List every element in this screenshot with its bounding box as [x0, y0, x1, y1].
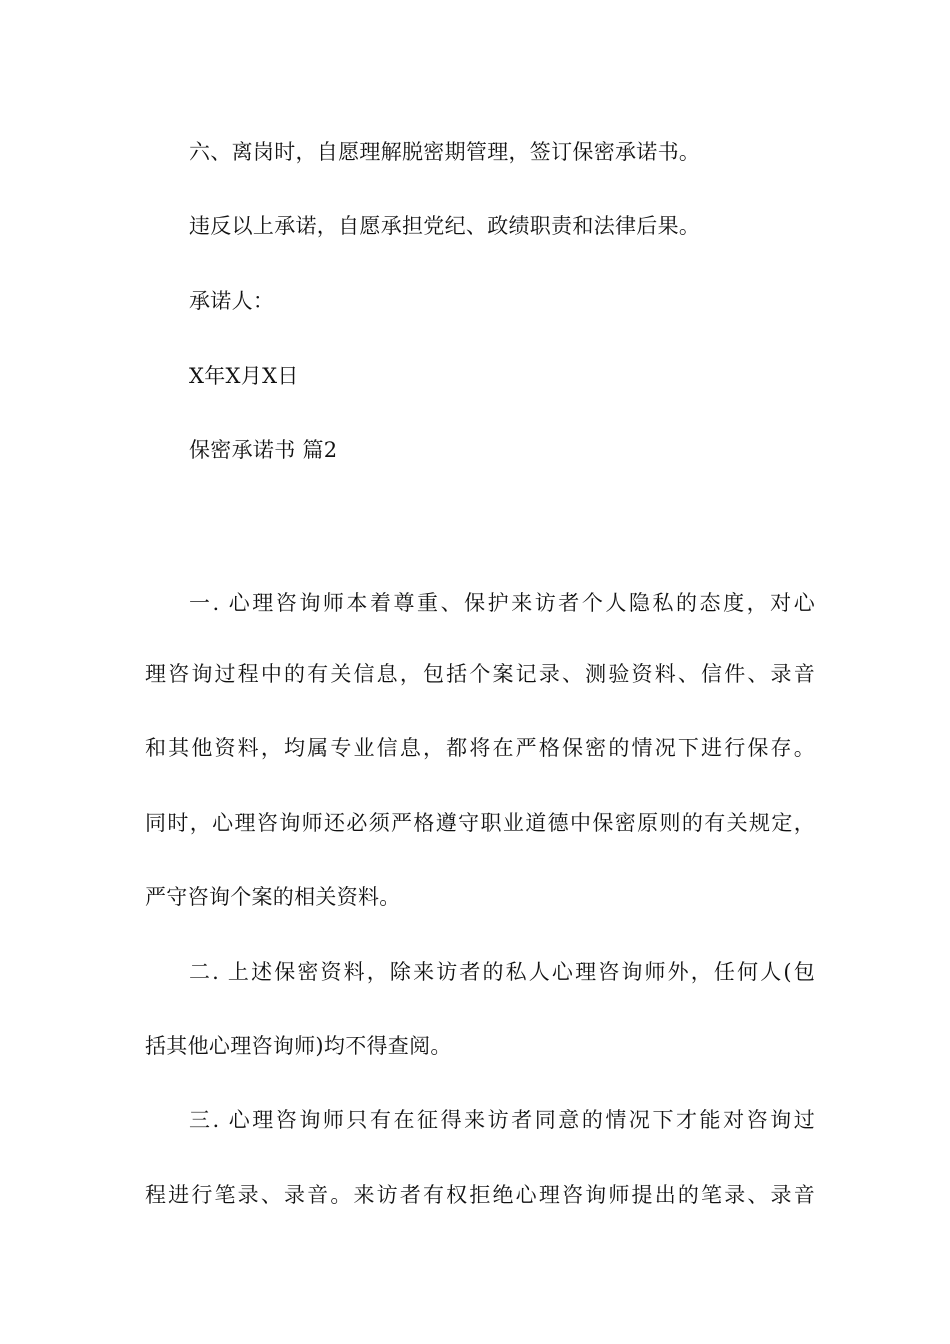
clause-1-line-2: 理咨询过程中的有关信息，包括个案记录、测验资料、信件、录音 — [145, 662, 815, 686]
clause-3-line-2: 程进行笔录、录音。来访者有权拒绝心理咨询师提出的笔录、录音 — [145, 1183, 815, 1207]
paragraph-violation: 违反以上承诺，自愿承担党纪、政绩职责和法律后果。 — [189, 214, 701, 238]
clause-1-line-3: 和其他资料，均属专业信息，都将在严格保密的情况下进行保存。 — [145, 736, 815, 760]
section-heading: 保密承诺书 篇2 — [189, 438, 338, 462]
clause-2-line-2: 括其他心理咨询师)均不得查阅。 — [145, 1034, 452, 1058]
date-line: X年X月X日 — [189, 364, 299, 388]
paragraph-item-6: 六、离岗时，自愿理解脱密期管理，签订保密承诺书。 — [189, 140, 701, 164]
clause-2-line-1: 二. 上述保密资料，除来访者的私人心理咨询师外，任何人(包 — [189, 960, 815, 984]
clause-1-line-1: 一. 心理咨询师本着尊重、保护来访者个人隐私的态度，对心 — [189, 591, 815, 615]
clause-3-line-1: 三. 心理咨询师只有在征得来访者同意的情况下才能对咨询过 — [189, 1108, 815, 1132]
clause-1-line-4: 同时，心理咨询师还必须严格遵守职业道德中保密原则的有关规定， — [145, 811, 815, 835]
signer-label: 承诺人： — [189, 289, 275, 313]
clause-1-line-5: 严守咨询个案的相关资料。 — [145, 885, 401, 909]
